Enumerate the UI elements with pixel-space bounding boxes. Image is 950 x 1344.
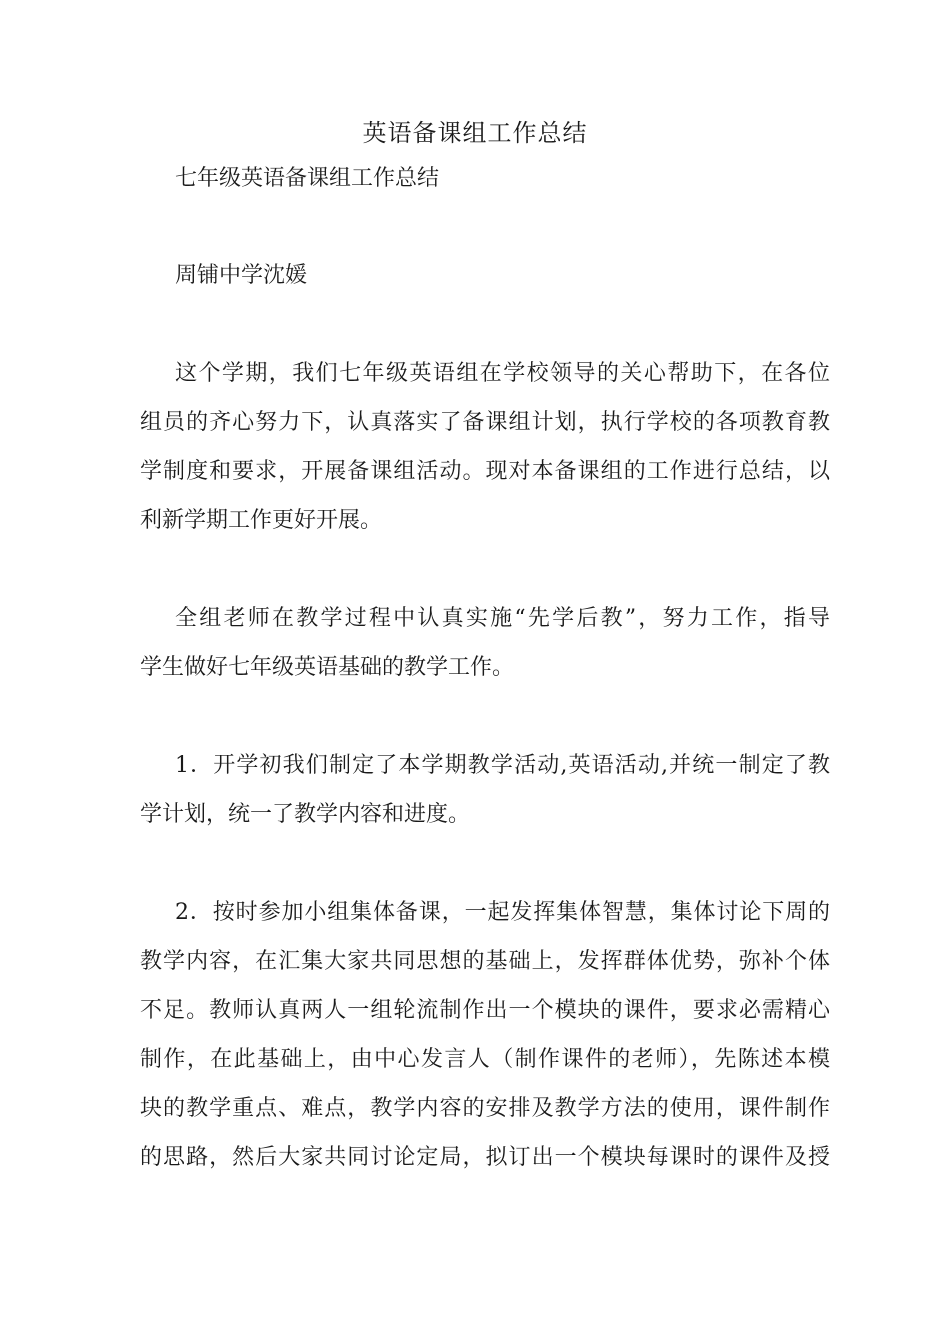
paragraph-4-line-3: 不足。教师认真两人一组轮流制作出一个模块的课件，要求必需精心: [140, 998, 830, 1023]
paragraph-4-line-4: 制作，在此基础上，由中心发言人（制作课件的老师），先陈述本模: [140, 1047, 830, 1072]
paragraph-1-line-1: 这个学期，我们七年级英语组在学校领导的关心帮助下，在各位: [175, 361, 830, 386]
paragraph-2-line-1: 全组老师在教学过程中认真实施“先学后教”，努力工作，指导: [175, 606, 830, 631]
paragraph-4-line-2: 教学内容，在汇集大家共同思想的基础上，发挥群体优势，弥补个体: [140, 949, 830, 974]
paragraph-3-line-1: 1．开学初我们制定了本学期教学活动,英语活动,并统一制定了教: [175, 753, 830, 778]
paragraph-4-line-1: 2．按时参加小组集体备课，一起发挥集体智慧，集体讨论下周的: [175, 900, 830, 925]
author-line: 周铺中学沈媛: [175, 263, 308, 288]
paragraph-3-line-2: 学计划，统一了教学内容和进度。: [140, 802, 471, 827]
paragraph-2-line-2: 学生做好七年级英语基础的教学工作。: [140, 655, 515, 680]
paragraph-1-line-3: 学制度和要求，开展备课组活动。现对本备课组的工作进行总结，以: [140, 459, 830, 484]
document-title: 英语备课组工作总结: [362, 119, 588, 147]
paragraph-1-line-4: 利新学期工作更好开展。: [140, 508, 383, 533]
paragraph-4-line-6: 的思路，然后大家共同讨论定局，拟订出一个模块每课时的课件及授: [140, 1145, 830, 1170]
paragraph-1-line-2: 组员的齐心努力下，认真落实了备课组计划，执行学校的各项教育教: [140, 410, 830, 435]
document-subtitle: 七年级英语备课组工作总结: [175, 166, 440, 191]
paragraph-4-line-5: 块的教学重点、难点，教学内容的安排及教学方法的使用，课件制作: [140, 1096, 830, 1121]
